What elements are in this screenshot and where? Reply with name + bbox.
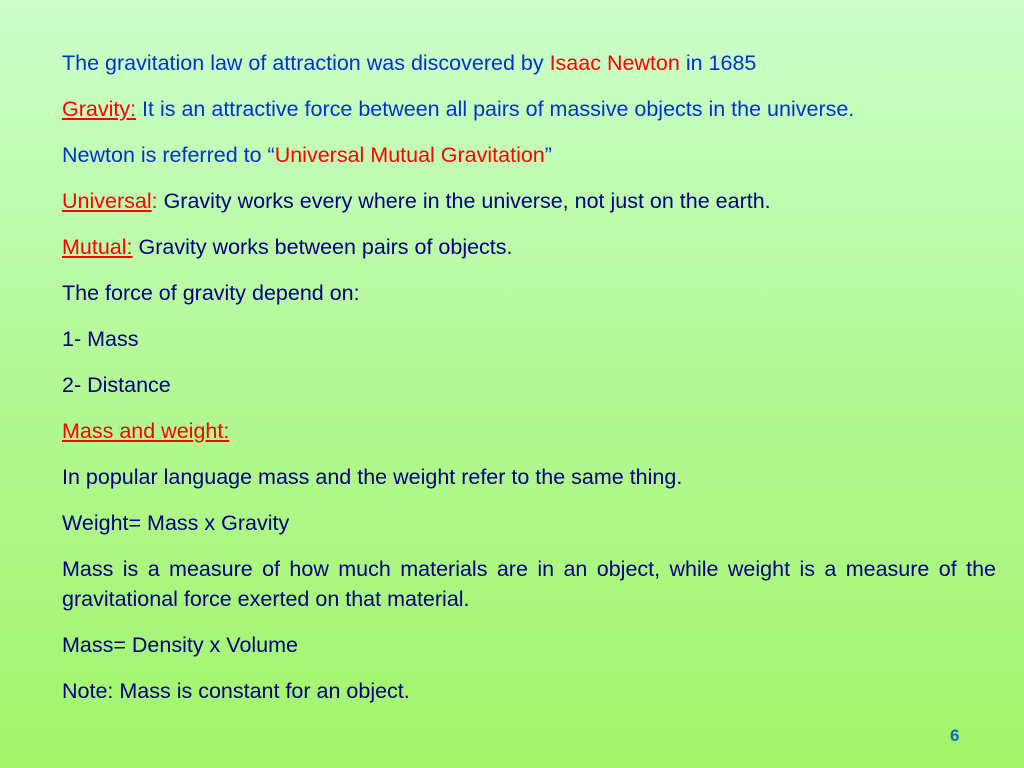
universal-colon: :	[151, 189, 158, 213]
page-number: 6	[950, 726, 960, 745]
note-line: Note: Mass is constant for an object.	[62, 679, 410, 703]
close-quote: ”	[544, 143, 552, 167]
universal-term: Universal	[62, 189, 152, 213]
newton-reference-line	[62, 140, 996, 170]
mutual-definition	[62, 232, 996, 262]
factor-distance: 2- Distance	[62, 373, 171, 397]
newton-reference-prefix: Newton is referred to	[62, 143, 268, 167]
gravity-term: Gravity:	[62, 97, 137, 121]
discovery-prefix: The gravitation law of attraction was discovered by	[62, 51, 550, 75]
slide-content	[62, 48, 996, 722]
gravity-definition-text: It is an attractive force between all pairs of massive objects in the universe.	[136, 97, 855, 121]
newton-first-name: Isaac	[549, 51, 601, 75]
popular-language-line: In popular language mass and the weight refer to the same thing.	[62, 465, 683, 489]
discovery-line	[62, 48, 996, 78]
gravity-definition	[62, 94, 996, 124]
mutual-definition-text: Gravity works between pairs of objects.	[132, 235, 513, 259]
mass-definition: Mass is a measure of how much materials are in an object, while weight is a measure of the gravitational force exerted on that material.	[62, 557, 996, 611]
mutual-term: Mutual:	[62, 235, 133, 259]
mass-formula: Mass= Density x Volume	[62, 633, 298, 657]
weight-formula: Weight= Mass x Gravity	[62, 511, 290, 535]
factor-mass: 1- Mass	[62, 327, 139, 351]
universal-definition-text: Gravity works every where in the universe, not just on the earth.	[157, 189, 771, 213]
newton-last-name: Newton	[606, 51, 680, 75]
universal-mutual-gravitation-phrase: Universal Mutual Gravitation	[274, 143, 545, 167]
force-depends-line: The force of gravity depend on:	[62, 281, 360, 305]
discovery-suffix: in 1685	[679, 51, 757, 75]
open-quote: “	[267, 143, 275, 167]
universal-definition	[62, 186, 996, 216]
mass-weight-heading: Mass and weight:	[62, 419, 230, 443]
